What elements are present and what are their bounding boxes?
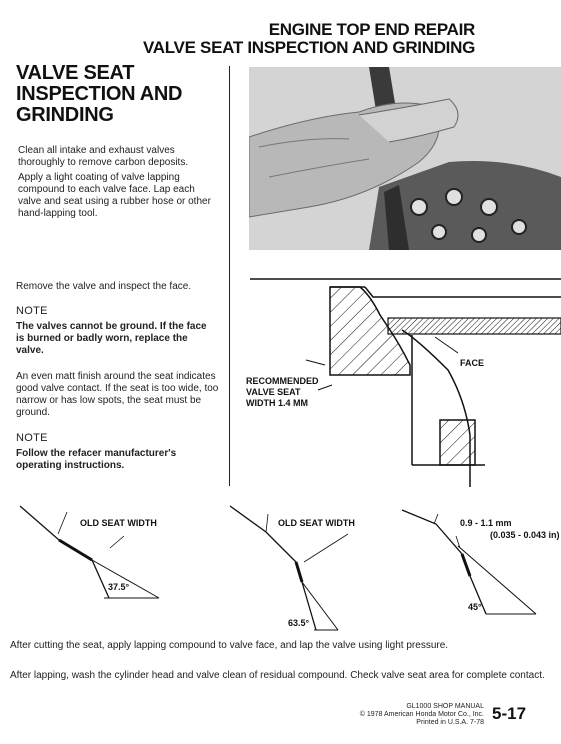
paragraph-remove-valve: Remove the valve and inspect the face. [16,281,192,292]
seat-cut-figure-45 [398,502,561,622]
fig1-angle-label: 37.5° [108,582,130,592]
column-divider [229,66,230,486]
paragraph-after-cutting: After cutting the seat, apply lapping compound to valve face, and lap the valve using light pressure. [10,640,449,651]
section-title-line3: GRINDING [16,104,114,126]
lapping-photo [249,67,561,250]
paragraph-matt-finish: An even matt finish around the seat indicates good valve contact. If the seat is too wide, too narrow or has low spots, the seat must be ground. [16,371,219,418]
section-title-line1: VALVE SEAT [16,62,135,84]
fig3-width-inch-label: (0.035 - 0.043 in) [490,530,560,540]
paragraph-after-lapping: After lapping, wash the cylinder head and valve clean of residual compound. Check valve seat area for complete contact. [10,670,545,681]
recommended-width-label-line3: WIDTH 1.4 MM [246,398,308,408]
section-title [16,63,221,126]
fig2-old-seat-width-label: OLD SEAT WIDTH [278,518,355,528]
valve-seat-cross-section-diagram [240,275,561,487]
fig3-angle-label: 45° [468,602,482,612]
page-number: 5-17 [492,704,527,723]
fig3-width-mm-label: 0.9 - 1.1 mm [460,518,512,528]
seat-cut-figure-63-5 [226,502,386,632]
footer-copyright: © 1978 American Honda Motor Co., Inc. [359,711,484,718]
note-text-1: The valves cannot be ground. If the face is burned or badly worn, replace the valve. [16,321,207,356]
section-header: VALVE SEAT INSPECTION AND GRINDING [142,38,475,57]
fig2-angle-label: 63.5° [288,618,310,628]
fig1-old-seat-width-label: OLD SEAT WIDTH [80,518,157,528]
paragraph-apply-compound: Apply a light coating of valve lapping compound to each valve face. Lap each valve and seat using a rubber hose or other hand-lapping tool. [18,172,211,219]
paragraph-clean-valves: Clean all intake and exhaust valves thoroughly to remove carbon deposits. [18,145,189,168]
recommended-width-label-line1: RECOMMENDED [246,376,319,386]
footer-printed: Printed in U.S.A. 7-78 [416,719,484,726]
note-text-2: Follow the refacer manufacturer's operating instructions. [16,448,177,471]
note-label-2: NOTE [16,432,48,444]
note-label-1: NOTE [16,305,48,317]
recommended-width-label-line2: VALVE SEAT [246,387,301,397]
footer-manual-info [284,703,484,727]
footer-manual-name: GL1000 SHOP MANUAL [406,703,484,710]
face-label: FACE [460,358,485,368]
chapter-header: ENGINE TOP END REPAIR [268,20,475,39]
section-title-line2: INSPECTION AND [16,83,183,105]
seat-cut-figure-37-5 [14,500,174,610]
